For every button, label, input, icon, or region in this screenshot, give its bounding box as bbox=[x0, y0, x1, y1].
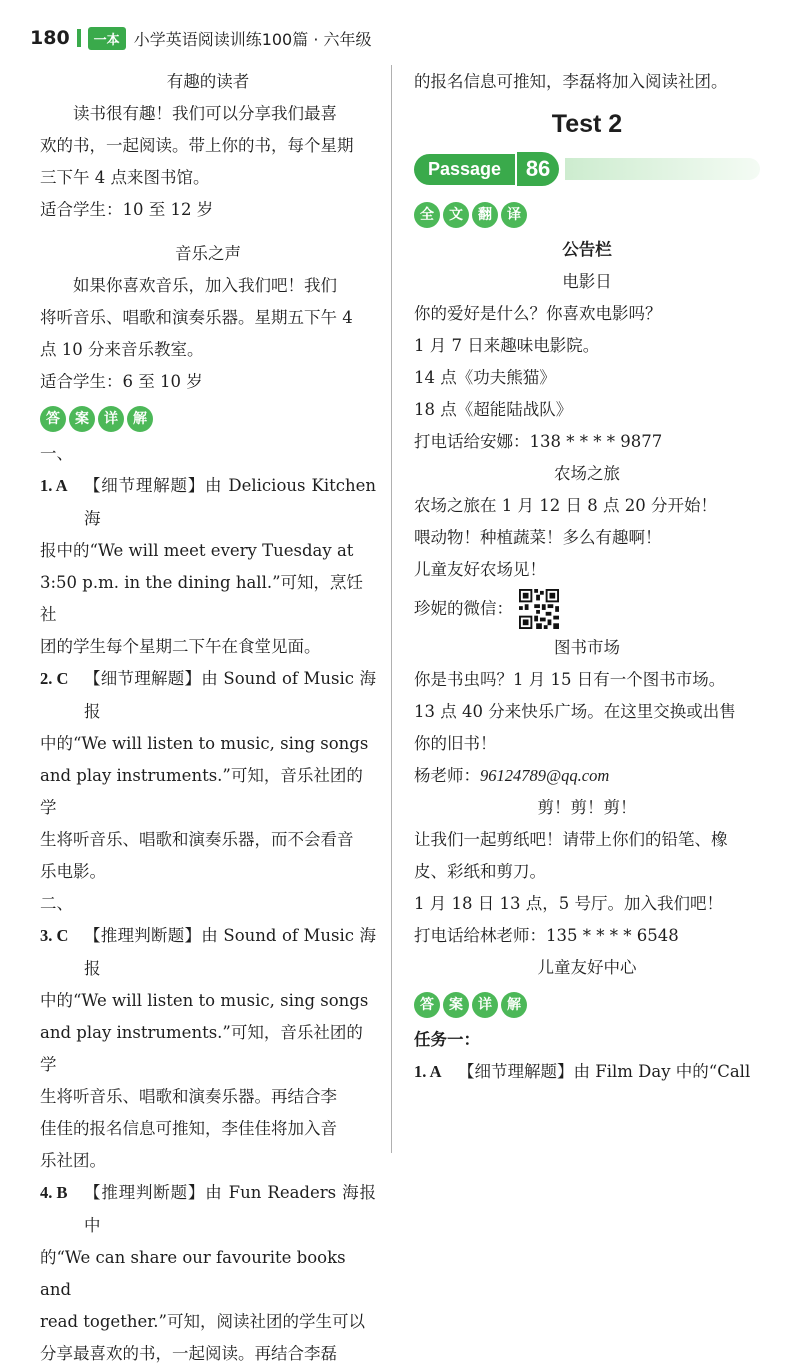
passage-banner-tail bbox=[565, 158, 760, 180]
passage-label: Passage bbox=[414, 154, 515, 185]
answer-line: 团的学生每个星期二下午在食堂见面。 bbox=[40, 637, 321, 656]
answer-line: 乐电影。 bbox=[40, 862, 106, 881]
film-day-line: 你的爱好是什么？你喜欢电影吗？ bbox=[414, 304, 662, 323]
answer-line: 报中的“We will meet every Tuesday at bbox=[40, 541, 354, 560]
answer-explanation-badge bbox=[414, 992, 527, 1018]
answer-line: 生将听音乐、唱歌和演奏乐器。再结合李 bbox=[40, 1087, 337, 1106]
paper-cut-line: 打电话给林老师：135 * * * * 6548 bbox=[414, 926, 679, 945]
answer-line: 【细节理解题】由 Delicious Kitchen 海 bbox=[84, 476, 376, 528]
paper-cut-title: 剪！剪！剪！ bbox=[537, 798, 637, 817]
answer-line: 生将听音乐、唱歌和演奏乐器，而不会看音 bbox=[40, 830, 354, 849]
bulletin-title: 公告栏 bbox=[562, 240, 612, 259]
sound-of-music-line-2: 将听音乐、唱歌和演奏乐器。星期五下午 4 bbox=[40, 308, 353, 327]
page-header bbox=[30, 24, 372, 52]
passage-banner bbox=[414, 152, 760, 186]
wechat-row bbox=[414, 586, 760, 632]
badge-char: 全 bbox=[414, 202, 440, 228]
answer-number: 3. C bbox=[40, 926, 69, 945]
book-market-title: 图书市场 bbox=[554, 638, 620, 657]
test-title: Test 2 bbox=[551, 110, 623, 138]
farm-trip-title: 农场之旅 bbox=[554, 464, 620, 483]
answer-line: and play instruments.”可知，音乐社团的学 bbox=[40, 766, 363, 817]
badge-char: 详 bbox=[98, 406, 124, 432]
film-day-line: 14 点《功夫熊猫》 bbox=[414, 368, 556, 387]
farm-trip-line: 农场之旅在 1 月 12 日 8 点 20 分开始！ bbox=[414, 496, 717, 515]
sound-of-music-poster bbox=[40, 238, 376, 398]
answer-line: 乐社团。 bbox=[40, 1151, 106, 1170]
series-title: 小学英语阅读训练100篇 · 六年级 bbox=[133, 29, 372, 49]
answer-line: read together.”可知，阅读社团的学生可以 bbox=[40, 1312, 365, 1331]
answer-number: 1. A bbox=[40, 476, 68, 495]
film-day-line: 18 点《超能陆战队》 bbox=[414, 400, 573, 419]
badge-char: 详 bbox=[472, 992, 498, 1018]
farm-trip-line: 儿童友好农场见！ bbox=[414, 560, 546, 579]
section-two-heading: 二、 bbox=[40, 894, 73, 913]
badge-char: 翻 bbox=[472, 202, 498, 228]
fun-readers-title: 有趣的读者 bbox=[166, 72, 250, 91]
answer-number: 4. B bbox=[40, 1183, 68, 1202]
badge-char: 译 bbox=[501, 202, 527, 228]
film-day-line: 1 月 7 日来趣味电影院。 bbox=[414, 336, 600, 355]
book-market-line: 你的旧书！ bbox=[414, 734, 497, 753]
badge-char: 案 bbox=[443, 992, 469, 1018]
answer-line: 3:50 p.m. in the dining hall.”可知，烹饪社 bbox=[40, 573, 364, 624]
badge-char: 答 bbox=[414, 992, 440, 1018]
column-divider bbox=[391, 65, 392, 1153]
answer-explanation-badge bbox=[40, 406, 153, 432]
answer-line: 【推理判断题】由 Sound of Music 海报 bbox=[84, 926, 376, 978]
answer-line: and play instruments.”可知，音乐社团的学 bbox=[40, 1023, 363, 1074]
page-number: 180 bbox=[30, 27, 70, 49]
answer-line: 【推理判断题】由 Fun Readers 海报中 bbox=[84, 1183, 376, 1235]
wechat-label: 珍妮的微信： bbox=[414, 599, 513, 618]
answer-item-task1-1 bbox=[414, 1056, 760, 1089]
answer-item-1 bbox=[40, 470, 376, 535]
answer-line: 分享最喜欢的书，一起阅读。再结合李磊 bbox=[40, 1344, 337, 1363]
fun-readers-age: 适合学生：10 至 12 岁 bbox=[40, 200, 214, 219]
badge-char: 解 bbox=[127, 406, 153, 432]
book-market-line: 13 点 40 分来快乐广场。在这里交换或出售 bbox=[414, 702, 736, 721]
answer-item-4 bbox=[40, 1177, 376, 1242]
paper-cut-line: 让我们一起剪纸吧！请带上你们的铅笔、橡 bbox=[414, 830, 728, 849]
translation-badge bbox=[414, 202, 527, 228]
contact-email: 96124789@qq.com bbox=[480, 766, 610, 785]
contact-label: 杨老师： bbox=[414, 766, 480, 785]
answer-line: 中的“We will listen to music, sing songs bbox=[40, 734, 369, 753]
badge-char: 答 bbox=[40, 406, 66, 432]
answer-line: 的“We can share our favourite books and bbox=[40, 1248, 346, 1299]
task-one-heading: 任务一： bbox=[414, 1030, 480, 1049]
film-day-title: 电影日 bbox=[562, 272, 612, 291]
fun-readers-line-3: 三下午 4 点来图书馆。 bbox=[40, 168, 210, 187]
fun-readers-line-1: 读书很有趣！我们可以分享我们最喜 bbox=[73, 104, 337, 123]
book-market-line: 你是书虫吗？1 月 15 日有一个图书市场。 bbox=[414, 670, 726, 689]
answer-line: 【细节理解题】由 Sound of Music 海报 bbox=[84, 669, 376, 721]
passage-number: 86 bbox=[517, 152, 559, 186]
answer-item-2 bbox=[40, 663, 376, 728]
paper-cut-footer: 儿童友好中心 bbox=[537, 958, 637, 977]
sound-of-music-age: 适合学生：6 至 10 岁 bbox=[40, 372, 203, 391]
paper-cut-line: 1 月 18 日 13 点，5 号厅。加入我们吧！ bbox=[414, 894, 723, 913]
farm-trip-line: 喂动物！种植蔬菜！多么有趣啊！ bbox=[414, 528, 662, 547]
fun-readers-line-2: 欢的书，一起阅读。带上你的书，每个星期 bbox=[40, 136, 354, 155]
qr-code-icon bbox=[519, 589, 559, 629]
answer-number: 2. C bbox=[40, 669, 69, 688]
sound-of-music-title: 音乐之声 bbox=[175, 244, 241, 263]
header-divider bbox=[77, 29, 81, 47]
sound-of-music-line-3: 点 10 分来音乐教室。 bbox=[40, 340, 204, 359]
fun-readers-poster bbox=[40, 66, 376, 226]
left-column bbox=[40, 66, 376, 1370]
book-market-contact bbox=[414, 760, 760, 792]
right-column bbox=[414, 66, 760, 1089]
film-day-line: 打电话给安娜：138 * * * * 9877 bbox=[414, 432, 663, 451]
answer-line: 中的“We will listen to music, sing songs bbox=[40, 991, 369, 1010]
brand-logo: 一本 bbox=[88, 27, 126, 50]
answer-line: 【细节理解题】由 Film Day 中的“Call bbox=[458, 1062, 751, 1081]
sound-of-music-line-1: 如果你喜欢音乐，加入我们吧！我们 bbox=[73, 276, 337, 295]
continuation-line: 的报名信息可推知，李磊将加入阅读社团。 bbox=[414, 72, 728, 91]
section-one-heading: 一、 bbox=[40, 444, 73, 463]
badge-char: 案 bbox=[69, 406, 95, 432]
badge-char: 解 bbox=[501, 992, 527, 1018]
answer-number: 1. A bbox=[414, 1062, 442, 1081]
answer-line: 佳佳的报名信息可推知，李佳佳将加入音 bbox=[40, 1119, 337, 1138]
paper-cut-line: 皮、彩纸和剪刀。 bbox=[414, 862, 546, 881]
badge-char: 文 bbox=[443, 202, 469, 228]
answer-item-3 bbox=[40, 920, 376, 985]
